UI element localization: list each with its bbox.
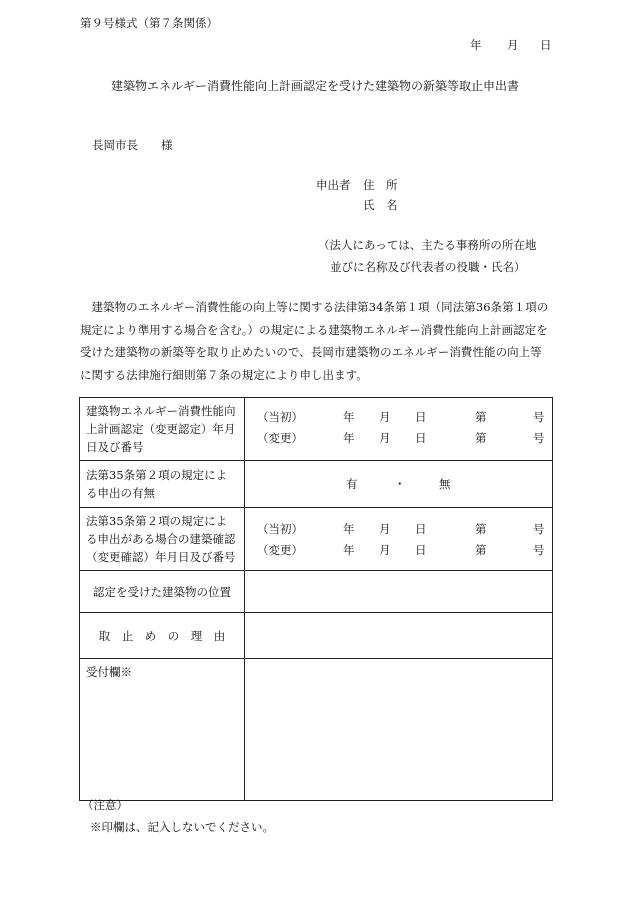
note-title: （注意） (82, 798, 128, 812)
row4-label: 認定を受けた建築物の位置 (80, 571, 245, 613)
table-row (80, 613, 553, 659)
initial-label: （当初） (257, 410, 303, 424)
row1-value[interactable] (245, 398, 553, 461)
applicant-note-line2: 並びに名称及び代表者の役職・氏名） (330, 260, 526, 274)
day-label: 日 (415, 410, 427, 424)
body-paragraph: 建築物のエネルギー消費性能の向上等に関する法律第34条第１項（同法第36条第１項の規定により準用する場合を含む。）の規定による建築物エネルギー消費性能向上計画認定を受けた建築物の新築等を取り止めたいので、長岡市建築物のエネルギー消費性能の向上等に関する法律施行細則第７条の規定により申し出ます。 (80, 300, 549, 382)
row6-label: 受付欄※ (80, 659, 245, 801)
applicant-name-label: 氏 名 (363, 198, 398, 212)
reason-field[interactable] (245, 613, 553, 659)
number-suffix: 号 (533, 431, 545, 445)
month-label: 月 (379, 522, 391, 536)
row3-label: 法第35条第２項の規定による申出がある場合の建築確認（変更確認）年月日及び番号 (80, 508, 245, 571)
reception-field (245, 659, 553, 801)
table-row (80, 461, 553, 508)
year-label: 年 (343, 543, 355, 557)
number-prefix: 第 (475, 410, 487, 424)
addressee: 長岡市長 様 (92, 138, 173, 152)
no-option[interactable]: 無 (439, 477, 451, 491)
row3-value[interactable] (245, 508, 553, 571)
yes-option[interactable]: 有 (346, 477, 358, 491)
year-label: 年 (343, 410, 355, 424)
table-row (80, 571, 553, 613)
date-day-label: 日 (540, 38, 552, 52)
table-row (80, 398, 553, 461)
row2-label: 法第35条第２項の規定による申出の有無 (80, 461, 245, 508)
document-title: 建築物エネルギー消費性能向上計画認定を受けた建築物の新築等取止申出書 (110, 79, 519, 93)
month-label: 月 (379, 410, 391, 424)
number-prefix: 第 (475, 543, 487, 557)
change-label: （変更） (257, 431, 303, 445)
form-table (79, 397, 553, 801)
form-number: 第９号様式（第７条関係） (80, 16, 218, 30)
number-suffix: 号 (533, 410, 545, 424)
number-suffix: 号 (533, 543, 545, 557)
year-label: 年 (343, 522, 355, 536)
day-label: 日 (415, 431, 427, 445)
date-month-label: 月 (507, 38, 519, 52)
note-text: ※印欄は、記入しないでください。 (90, 820, 274, 834)
table-row (80, 659, 553, 801)
body-text (80, 296, 552, 386)
day-label: 日 (415, 522, 427, 536)
number-prefix: 第 (475, 431, 487, 445)
number-suffix: 号 (533, 522, 545, 536)
month-label: 月 (379, 543, 391, 557)
table-row (80, 508, 553, 571)
row5-label: 取 止 め の 理 由 (80, 613, 245, 659)
year-label: 年 (343, 431, 355, 445)
row2-value[interactable] (245, 461, 553, 508)
initial-label: （当初） (257, 522, 303, 536)
month-label: 月 (379, 431, 391, 445)
day-label: 日 (415, 543, 427, 557)
applicant-label: 申出者 (316, 178, 351, 192)
applicant-note-line1: （法人にあっては、主たる事務所の所在地 (318, 238, 537, 252)
change-label: （変更） (257, 543, 303, 557)
separator-dot: ・ (394, 477, 406, 491)
applicant-address-label: 住 所 (363, 178, 398, 192)
location-field[interactable] (245, 571, 553, 613)
number-prefix: 第 (475, 522, 487, 536)
row1-label: 建築物エネルギー消費性能向上計画認定（変更認定）年月日及び番号 (80, 398, 245, 461)
date-year-label: 年 (470, 38, 482, 52)
